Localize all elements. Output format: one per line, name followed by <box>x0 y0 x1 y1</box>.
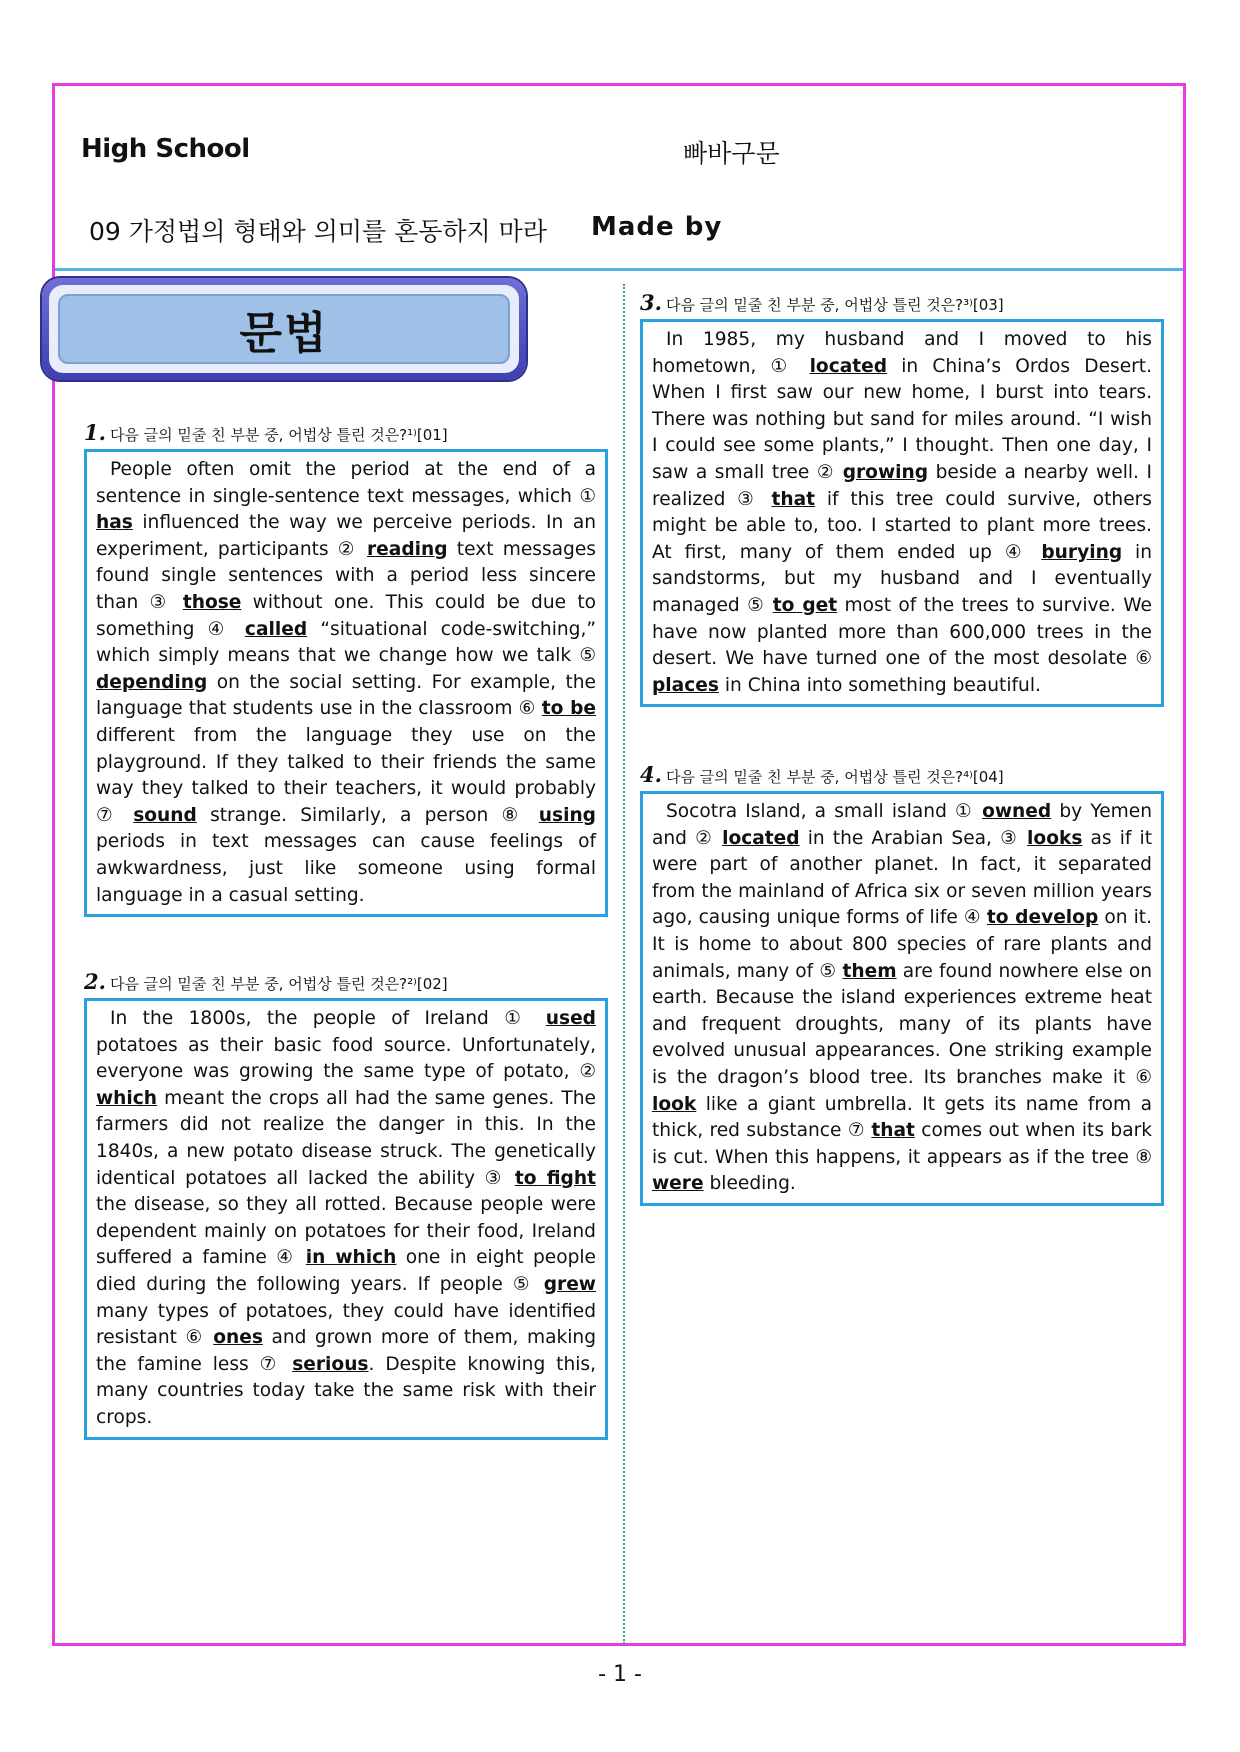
underlined-choice: look <box>652 1093 697 1115</box>
underlined-choice: sound <box>133 804 197 826</box>
passage-segment: In the 1800s, the people of Ireland ① <box>110 1008 546 1029</box>
passage-segment: in sandstorms, but my husband and I eventually managed ⑤ <box>652 541 1152 616</box>
passage-text <box>652 327 1152 699</box>
passage-segment: on it. It is home to about 800 species of rare plants and animals, many of ⑤ <box>652 907 1152 982</box>
underlined-choice: to be <box>541 698 597 720</box>
passage-segment: in the Arabian Sea, ③ <box>799 827 1028 849</box>
passage-segment: if this tree could survive, others might be able to, too. I started to plant more trees. At first, many of them ended up ④ <box>652 488 1152 563</box>
school-label: High School <box>81 134 250 164</box>
passage-segment: most of the trees to survive. We have now planted more than 600,000 trees in the desert. We have turned one of the most desolate ⑥ <box>652 594 1152 670</box>
passage-segment: In 1985, my husband and I moved to his hometown, ① <box>652 329 1152 377</box>
passage-segment: on the social setting. For example, the language that students use in the classroom ⑥ <box>96 671 596 720</box>
underlined-choice: using <box>538 804 596 826</box>
column-divider <box>623 284 625 1644</box>
underlined-choice: that <box>771 488 816 510</box>
passage-segment: by Yemen and ② <box>652 801 1152 849</box>
question-header <box>640 290 1164 315</box>
passage-box <box>84 998 608 1440</box>
passage-segment: bleeding. <box>703 1173 796 1195</box>
underlined-choice: located <box>809 355 888 377</box>
passage-segment: and grown more of them, making the famine less ⑦ <box>96 1327 596 1375</box>
passage-segment: many types of potatoes, they could have identified resistant ⑥ <box>96 1300 596 1349</box>
passage-segment: one in eight people died during the following years. If people ⑤ <box>96 1247 596 1295</box>
page-number: - 1 - <box>598 1662 642 1687</box>
underlined-choice: that <box>871 1120 915 1142</box>
underlined-choice: owned <box>982 801 1052 822</box>
underlined-choice: has <box>96 512 133 534</box>
passage-segment: strange. Similarly, a person ⑧ <box>196 804 539 826</box>
underlined-choice: them <box>842 960 897 982</box>
underlined-choice: to get <box>772 594 838 616</box>
question-header <box>84 969 608 994</box>
subject-label: 빠바구문 <box>683 139 780 168</box>
question-number: 1. <box>84 420 106 445</box>
question-number: 3. <box>640 290 662 315</box>
question-prompt: 다음 글의 밑줄 친 부분 중, 어법상 틀린 것은?⁴⁾[04] <box>665 768 1004 786</box>
question-2 <box>84 969 608 1440</box>
underlined-choice: reading <box>367 538 448 560</box>
passage-text <box>96 1006 596 1432</box>
question-1 <box>84 420 608 917</box>
unit-title: 09 가정법의 형태와 의미를 혼동하지 마라 <box>89 217 547 246</box>
passage-box <box>84 449 608 917</box>
passage-segment: Socotra Island, a small island ① <box>666 801 983 822</box>
section-title-plate <box>42 278 526 380</box>
passage-segment: the disease, so they all rotted. Because people were dependent mainly on potatoes for their food, Ireland suffered a famine ④ <box>96 1194 596 1269</box>
underlined-choice: grew <box>543 1273 596 1295</box>
passage-segment: . Despite knowing this, many countries today take the same risk with their crops. <box>96 1353 596 1428</box>
underlined-choice: serious <box>292 1353 369 1375</box>
underlined-choice: in which <box>305 1247 397 1269</box>
underlined-choice: to develop <box>986 907 1099 929</box>
passage-segment: potatoes as their basic food source. Unfortunately, everyone was growing the same type of potato, ② <box>96 1034 596 1083</box>
underlined-choice: ones <box>213 1327 263 1349</box>
passage-segment: influenced the way we perceive periods. In an experiment, participants ② <box>96 512 596 560</box>
question-header <box>84 420 608 445</box>
passage-segment: beside a nearby well. I realized ③ <box>652 461 1152 510</box>
question-4 <box>640 762 1164 1206</box>
underlined-choice: called <box>244 618 308 640</box>
passage-segment: periods in text messages can cause feelings of awkwardness, just like someone using formal language in a casual setting. <box>96 831 596 906</box>
passage-box <box>640 791 1164 1206</box>
question-prompt: 다음 글의 밑줄 친 부분 중, 어법상 틀린 것은?²⁾[02] <box>109 975 448 993</box>
passage-segment: text messages found single sentences with a period less sincere than ③ <box>96 538 596 613</box>
made-by-label: Made by <box>591 212 723 242</box>
underlined-choice: to fight <box>514 1167 596 1189</box>
passage-segment: in China into something beautiful. <box>718 674 1041 696</box>
passage-segment: comes out when its bark is cut. When this happens, it appears as if the tree ⑧ <box>652 1120 1152 1168</box>
question-number: 4. <box>640 762 662 787</box>
section-title: 문법 <box>58 294 510 364</box>
question-number: 2. <box>84 969 106 994</box>
underlined-choice: those <box>182 591 242 613</box>
passage-segment: People often omit the period at the end of a sentence in single-sentence text messages, which ① <box>96 459 596 507</box>
passage-text <box>96 457 596 909</box>
underlined-choice: which <box>96 1087 158 1109</box>
question-prompt: 다음 글의 밑줄 친 부분 중, 어법상 틀린 것은?¹⁾[01] <box>109 426 448 444</box>
passage-segment: without one. This could be due to something ④ <box>96 591 596 640</box>
underlined-choice: were <box>652 1173 704 1195</box>
underlined-choice: growing <box>842 461 929 483</box>
passage-text <box>652 799 1152 1198</box>
underlined-choice: places <box>652 674 719 696</box>
underlined-choice: used <box>545 1008 596 1029</box>
passage-segment: “situational code-switching,” which simply means that we change how we talk ⑤ <box>96 618 596 667</box>
page-header <box>55 86 1183 271</box>
passage-segment: like a giant umbrella. It gets its name from a thick, red substance ⑦ <box>652 1093 1152 1142</box>
underlined-choice: burying <box>1041 541 1123 563</box>
underlined-choice: located <box>722 827 800 849</box>
passage-segment: different from the language they use on the playground. If they talked to their friends the same way they talked to their teachers, it would probably ⑦ <box>96 724 596 826</box>
passage-box <box>640 319 1164 707</box>
passage-segment: meant the crops all had the same genes. The farmers did not realize the danger in this. In the 1840s, a new potato disease struck. The genetically identical potatoes all lacked the ability ③ <box>96 1087 596 1189</box>
underlined-choice: depending <box>96 671 208 693</box>
passage-segment: in China’s Ordos Desert. When I first saw our new home, I burst into tears. There was nothing but sand for miles around. “I wish I could see some plants,” I thought. Then one day, I saw a small tree ② <box>652 355 1152 483</box>
passage-segment: as if it were part of another planet. In fact, it separated from the mainland of Africa six or seven million years ago, causing unique forms of life ④ <box>652 827 1152 929</box>
underlined-choice: looks <box>1027 827 1083 849</box>
passage-segment: are found nowhere else on earth. Because the island experiences extreme heat and frequent droughts, many of its plants have evolved unusual appearances. One striking example is the dragon’s blood tree. Its branches make it ⑥ <box>652 960 1152 1088</box>
question-prompt: 다음 글의 밑줄 친 부분 중, 어법상 틀린 것은?³⁾[03] <box>665 296 1004 314</box>
question-header <box>640 762 1164 787</box>
question-3 <box>640 290 1164 707</box>
